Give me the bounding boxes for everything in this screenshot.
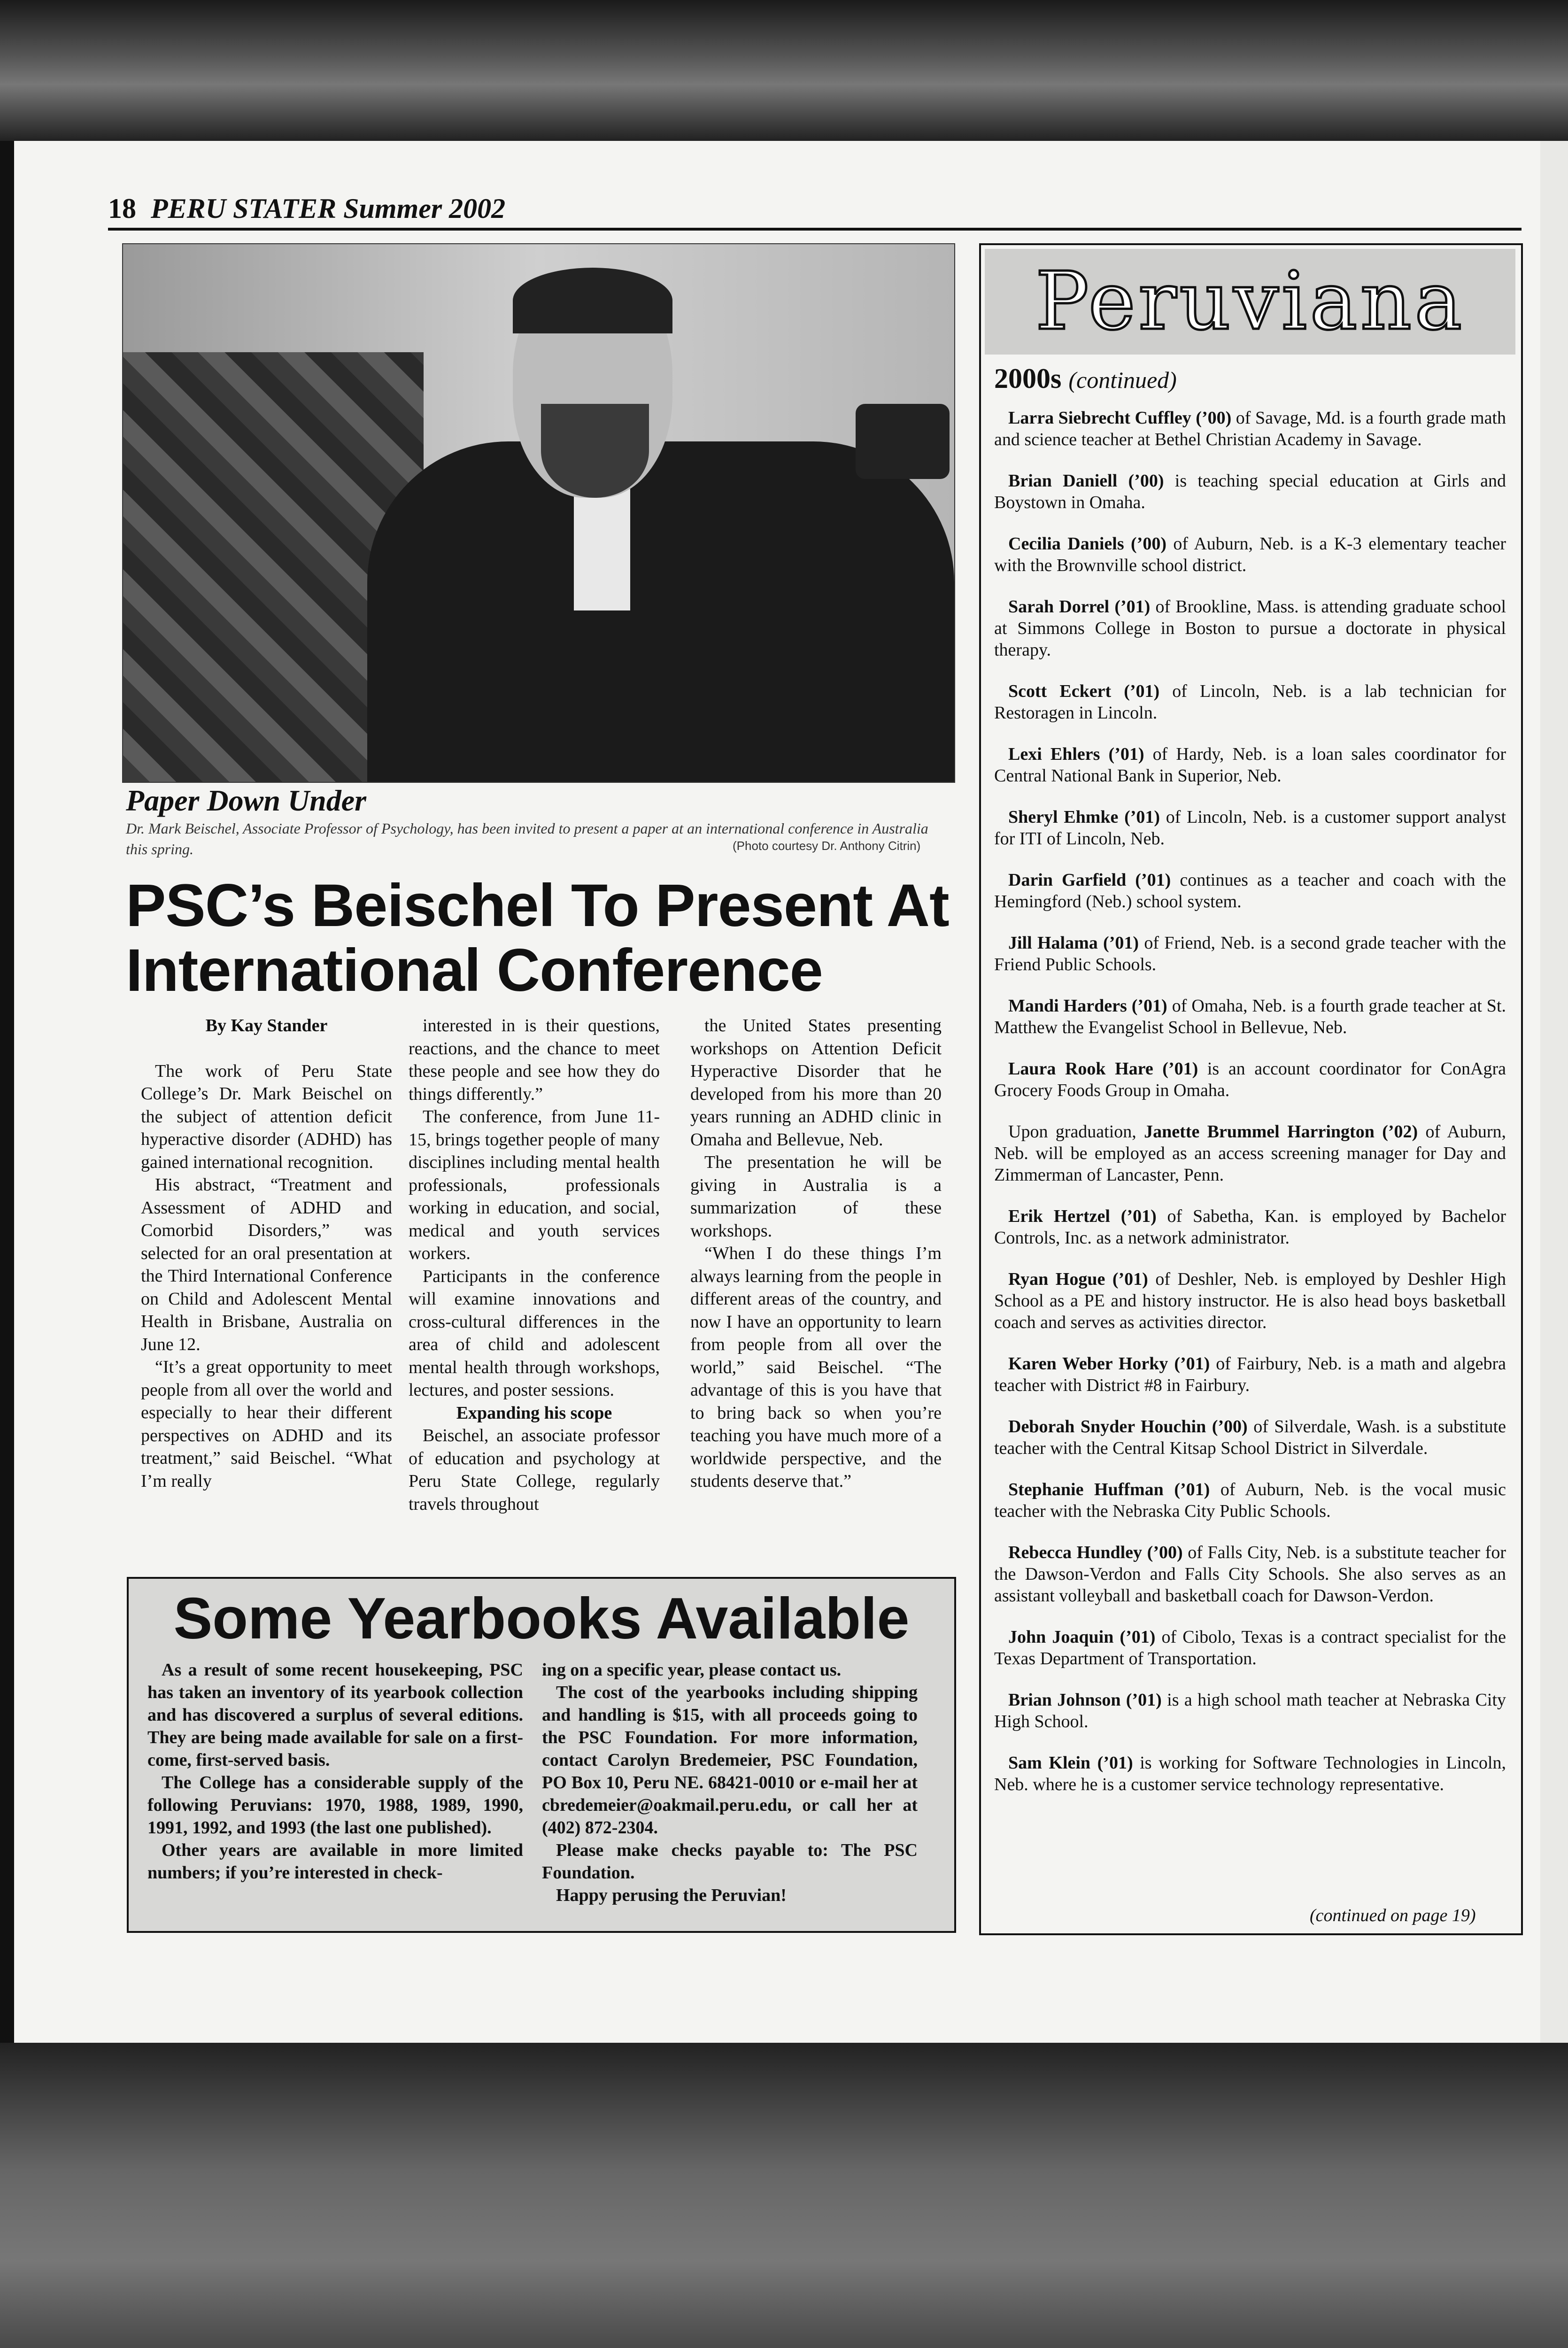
alumni-name: Rebecca Hundley (’00) (1008, 1543, 1183, 1562)
yearbooks-box (127, 1577, 956, 1933)
alumni-text: is teaching special education at Girls and Boystown in Omaha. (994, 471, 1506, 512)
article-column-3 (690, 1014, 942, 1493)
alumni-name: Mandi Harders (’01) (1008, 996, 1167, 1016)
alumni-text: of Auburn, Neb. is the vocal music teacher with the Nebraska City Public Schools. (994, 1480, 1506, 1521)
yearbooks-column-2 (542, 1659, 918, 1907)
alumni-text: of Auburn, Neb. will be employed as an access screening manager for Day and Zimmerman of Lancaster, Penn. (994, 1122, 1506, 1185)
alumni-entry (994, 470, 1506, 513)
alumni-name: Sarah Dorrel (’01) (1008, 597, 1151, 617)
alumni-entry (994, 1479, 1506, 1522)
alumni-text: is a high school math teacher at Nebraska City High School. (994, 1690, 1506, 1731)
photo-beard (541, 404, 649, 498)
alumni-entry (994, 1752, 1506, 1795)
alumni-text: of Cibolo, Texas is a contract specialist for the Texas Department of Transportation. (994, 1627, 1506, 1668)
alumni-text: of Brookline, Mass. is attending graduate school at Simmons College in Boston to pursue a doctorate in physical therapy. (994, 597, 1506, 660)
alumni-entry (994, 869, 1506, 912)
article-column-2 (409, 1014, 660, 1515)
paragraph: The conference, from June 11-15, brings together people of many disciplines including mental health professionals, professionals working in education, and social, medical and youth services workers. (409, 1107, 660, 1263)
alumni-text: of Friend, Neb. is a second grade teacher with the Friend Public Schools. (994, 933, 1506, 974)
alumni-name: Deborah Snyder Houchin (’00) (1008, 1417, 1248, 1437)
alumni-entry (994, 1121, 1506, 1186)
peruviana-sidebar (979, 243, 1523, 1935)
alumni-name: Brian Johnson (’01) (1008, 1690, 1162, 1710)
article-headline: PSC’s Beischel To Present At International Conference (126, 872, 949, 1004)
alumni-name: Jill Halama (’01) (1008, 933, 1139, 953)
alumni-text: of Omaha, Neb. is a fourth grade teacher at St. Matthew the Evangelist School in Bellevue, Neb. (994, 996, 1506, 1037)
alumni-text: of Lincoln, Neb. is a lab technician for Restoragen in Lincoln. (994, 681, 1506, 723)
paragraph: The cost of the yearbooks including shipping and handling is $15, with all proceeds going to the PSC Foundation. For more information, contact Carolyn Bredemeier, PSC Foundation, PO Box 10, Peru NE. 68421-0010 or e-mail her at cbredemeier@oakmail.peru.edu, or call her at (402) 872-2304. (542, 1683, 918, 1838)
decade-heading (994, 363, 1177, 395)
alumni-entry (994, 806, 1506, 850)
photo-telephone (856, 404, 950, 479)
alumni-text: of Hardy, Neb. is a loan sales coordinator for Central National Bank in Superior, Neb. (994, 744, 1506, 786)
alumni-entry (994, 1542, 1506, 1607)
photo-suit (367, 441, 954, 782)
paragraph: interested in is their questions, reactions, and the chance to meet these people and see how they do things differently.” (409, 1016, 660, 1104)
decade-label: 2000s (994, 363, 1062, 394)
alumni-name: Scott Eckert (’01) (1008, 681, 1160, 701)
alumni-name: Larra Siebrecht Cuffley (’00) (1008, 408, 1232, 428)
alumni-name: Sam Klein (’01) (1008, 1753, 1133, 1773)
alumni-text: is working for Software Technologies in Lincoln, Neb. where he is a customer service technology representative. (994, 1753, 1506, 1794)
alumni-text: continues as a teacher and coach with the Hemingford (Neb.) school system. (994, 870, 1506, 911)
alumni-text: of Lincoln, Neb. is a customer support analyst for ITI of Lincoln, Neb. (994, 807, 1506, 849)
publication-title: PERU STATER Summer 2002 (151, 193, 506, 224)
paragraph: Other years are available in more limited numbers; if you’re interested in check- (147, 1840, 523, 1883)
decade-note: (continued) (1068, 367, 1177, 393)
paragraph: His abstract, “Treatment and Assessment of ADHD and Comorbid Disorders,” was selected for an oral presentation at the Third International Conference on Child and Adolescent Mental Health in Brisbane, Australia on June 12. (141, 1175, 392, 1354)
photo-credit: (Photo courtesy Dr. Anthony Citrin) (733, 839, 921, 853)
alumni-text: Upon graduation, (1008, 1122, 1144, 1142)
portrait-photo (122, 243, 955, 783)
paragraph: “It’s a great opportunity to meet people from all over the world and especially to hear their different perspectives on ADHD and its treatment,” said Beischel. “What I’m really (141, 1357, 392, 1491)
alumni-entry (994, 995, 1506, 1038)
subhead: Expanding his scope (456, 1403, 612, 1423)
alumni-text: of Falls City, Neb. is a substitute teacher for the Dawson-Verdon and Falls City Schools. She also serves as an assistant volleyball and basketball coach for Dawson-Verdon. (994, 1543, 1506, 1606)
photo-hair (513, 268, 672, 333)
scanner-edge-bottom (0, 2043, 1568, 2348)
alumni-entry (994, 932, 1506, 975)
alumni-text: of Savage, Md. is a fourth grade math and science teacher at Bethel Christian Academy in Savage. (994, 408, 1506, 449)
paragraph: the United States presenting workshops on Attention Deficit Hyperactive Disorder that he developed from his more than 20 years running an ADHD clinic in Omaha and Bellevue, Neb. (690, 1016, 942, 1150)
paragraph: As a result of some recent housekeeping, PSC has taken an inventory of its yearbook collection and has discovered a surplus of several editions. They are being made available for sale on a first-come, first-served basis. (147, 1660, 523, 1770)
paragraph: Beischel, an associate professor of education and psychology at Peru State College, regularly travels throughout (409, 1426, 660, 1514)
alumni-entry (994, 680, 1506, 724)
paragraph: Please make checks payable to: The PSC Foundation. (542, 1840, 918, 1883)
paragraph: Happy perusing the Peruvian! (556, 1885, 787, 1905)
alumni-name: Brian Daniell (’00) (1008, 471, 1164, 491)
alumni-name: Sheryl Ehmke (’01) (1008, 807, 1160, 827)
alumni-name: Laura Rook Hare (’01) (1008, 1059, 1198, 1079)
scanner-edge-top (0, 0, 1568, 141)
alumni-entry (994, 1416, 1506, 1459)
alumni-name: Ryan Hogue (’01) (1008, 1269, 1148, 1289)
alumni-text: of Auburn, Neb. is a K-3 elementary teacher with the Brownville school district. (994, 534, 1506, 575)
alumni-entry (994, 1689, 1506, 1732)
photo-caption-title: Paper Down Under (126, 784, 367, 817)
page-number: 18 (108, 193, 136, 224)
yearbooks-title: Some Yearbooks Available (173, 1586, 910, 1651)
page-header (108, 193, 1522, 231)
alumni-entry (994, 533, 1506, 576)
alumni-entry (994, 407, 1506, 450)
alumni-entry (994, 1205, 1506, 1249)
alumni-name: Cecilia Daniels (’00) (1008, 534, 1166, 554)
alumni-name: Darin Garfield (’01) (1008, 870, 1171, 890)
photo-caption: Dr. Mark Beischel, Associate Professor of Psychology, has been invited to present a paper at an international conference in Australia this spring. (126, 820, 928, 857)
paragraph: The College has a considerable supply of the following Peruvians: 1970, 1988, 1989, 1990, 1991, 1992, and 1993 (the last one published). (147, 1773, 523, 1838)
paragraph: The work of Peru State College’s Dr. Mark Beischel on the subject of attention deficit hyperactive disorder (ADHD) has gained international recognition. (141, 1061, 392, 1172)
facing-page-strip (1540, 141, 1568, 2043)
alumni-name: Karen Weber Horky (’01) (1008, 1354, 1210, 1374)
paragraph: The presentation he will be giving in Australia is a summarization of these workshops. (690, 1152, 942, 1241)
alumni-text: of Silverdale, Wash. is a substitute teacher with the Central Kitsap School District in Silverdale. (994, 1417, 1506, 1458)
paragraph: “When I do these things I’m always learning from the people in different areas of the country, and now I have an opportunity to learn from people from all over the world,” said Beischel. “The advantage of this is you have that to bring back so when you’re teaching you have much more of a worldwide perspective, and the students deserve that.” (690, 1244, 942, 1491)
alumni-name: Stephanie Huffman (’01) (1008, 1480, 1210, 1499)
alumni-text: of Sabetha, Kan. is employed by Bachelor Controls, Inc. as a network administrator. (994, 1206, 1506, 1248)
paragraph: ing on a specific year, please contact us. (542, 1660, 842, 1680)
paragraph: Participants in the conference will examine innovations and cross-cultural differences in the area of child and adolescent mental health through workshops, lectures, and poster sessions. (409, 1266, 660, 1400)
alumni-entry (994, 743, 1506, 787)
yearbooks-column-1 (147, 1659, 523, 1884)
peruviana-banner: Peruviana (985, 249, 1515, 355)
alumni-text: of Deshler, Neb. is employed by Deshler High School as a PE and history instructor. He is also head boys basketball coach and serves as activities director. (994, 1269, 1506, 1332)
alumni-entry (994, 1353, 1506, 1396)
alumni-entry (994, 1058, 1506, 1101)
alumni-name: Erik Hertzel (’01) (1008, 1206, 1157, 1226)
alumni-entries (994, 407, 1506, 1815)
alumni-text: is an account coordinator for ConAgra Grocery Foods Group in Omaha. (994, 1059, 1506, 1100)
article-column-1 (141, 1014, 392, 1492)
alumni-name: Lexi Ehlers (’01) (1008, 744, 1144, 764)
alumni-name: Janette Brummel Harrington (’02) (1144, 1122, 1418, 1142)
alumni-entry (994, 596, 1506, 661)
alumni-entry (994, 1626, 1506, 1669)
alumni-name: John Joaquin (’01) (1008, 1627, 1156, 1647)
continued-note: (continued on page 19) (1310, 1906, 1476, 1925)
alumni-entry (994, 1268, 1506, 1333)
alumni-text: of Fairbury, Neb. is a math and algebra teacher with District #8 in Fairbury. (994, 1354, 1506, 1395)
byline: By Kay Stander (205, 1016, 328, 1035)
